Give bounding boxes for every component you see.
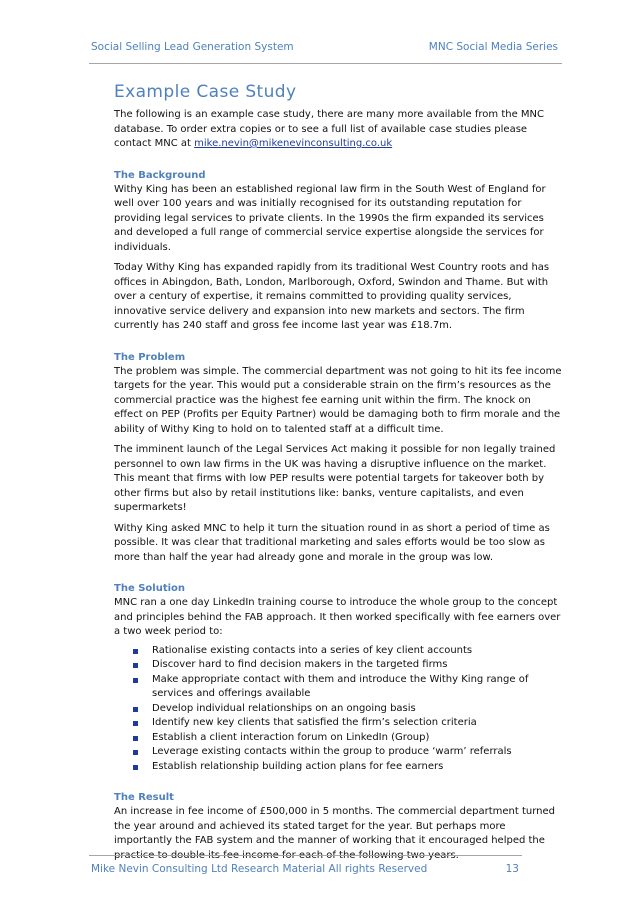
list-item-text: Discover hard to find decision makers in the targeted firms bbox=[152, 659, 448, 670]
problem-heading: The Problem bbox=[114, 351, 186, 363]
document-body bbox=[114, 82, 562, 863]
list-item bbox=[114, 745, 562, 760]
solution-paragraph-1: MNC ran a one day LinkedIn training course to introduce the whole group to the concept and principles behind the FAB approach. It then worked specifically with fee earners over a two week period to: bbox=[114, 597, 561, 637]
solution-bullet-list bbox=[114, 644, 562, 775]
bullet-square-icon bbox=[133, 721, 138, 726]
list-item-text: Leverage existing contacts within the group to produce ‘warm’ referrals bbox=[152, 746, 512, 757]
list-item bbox=[114, 673, 562, 702]
list-item-text: Rationalise existing contacts into a series of key client accounts bbox=[152, 644, 473, 656]
contact-email-link[interactable]: mike.nevin@mikenevinconsulting.co.uk bbox=[194, 138, 393, 149]
list-item bbox=[114, 702, 562, 717]
list-item-text: Establish a client interaction forum on LinkedIn (Group) bbox=[152, 731, 430, 743]
problem-paragraph-3: Withy King asked MNC to help it turn the situation round in as short a period of time as possible. It was clear that traditional marketing and sales efforts would be too slow as more than half the year had already gone and morale in the group was low. bbox=[114, 522, 550, 563]
list-item bbox=[114, 644, 562, 659]
header-right: MNC Social Media Series bbox=[428, 41, 558, 53]
solution-heading: The Solution bbox=[114, 583, 186, 594]
bullet-square-icon bbox=[133, 663, 138, 668]
problem-paragraph-1: The problem was simple. The commercial department was not going to hit its fee income targets for the year. This would put a considerable strain on the firm’s resources as the commercial practice was the highest fee earning unit within the firm. The knock on effect on PEP (Profits per Equity Partner) would be damaging both to firm morale and the ability of Withy King to hold on to talented staff at a difficult time. bbox=[114, 365, 562, 435]
background-heading: The Background bbox=[114, 169, 206, 181]
header-divider bbox=[89, 63, 562, 64]
footer-copyright: Mike Nevin Consulting Ltd Research Material All rights Reserved bbox=[91, 863, 428, 875]
bullet-square-icon bbox=[133, 649, 138, 654]
section-problem bbox=[114, 351, 562, 566]
bullet-square-icon bbox=[133, 678, 138, 683]
background-paragraph-1: Withy King has been an established regional law firm in the South West of England for well over 100 years and was initially recognised for its outstanding reputation for providing legal services to private clients. In the 1990s the firm expanded its services and developed a full range of commercial service expertise alongside the services for individuals. bbox=[114, 183, 546, 253]
intro-text: The following is an example case study, there are many more available from the MNC database. To order extra copies or to see a full list of available case studies please contact MNC at bbox=[114, 109, 545, 149]
bullet-square-icon bbox=[133, 765, 138, 770]
page-number: 13 bbox=[505, 863, 519, 875]
bullet-square-icon bbox=[133, 707, 138, 712]
problem-paragraph-2a: The imminent launch of the Legal Services Act making it possible for non legally trained personnel to own law firms in the UK was having a disruptive influence on the market. bbox=[114, 444, 556, 470]
result-heading: The Result bbox=[114, 792, 174, 803]
bullet-square-icon bbox=[133, 736, 138, 741]
result-paragraph-1: An increase in fee income of £500,000 in 5 months. The commercial department turned the year around and achieved its stated target for the year. But perhaps more importantly the FAB system and the manner of working that it encouraged helped the practice to double its fee income for each of the following two years. bbox=[114, 806, 556, 861]
background-paragraph-2: Today Withy King has expanded rapidly from its traditional West Country roots and has offices in Abingdon, Bath, London, Marlborough, Oxford, Swindon and Thame. But with over a century of expertise, it remains committed to providing quality services, innovative service delivery and expansion into new markets and sectors. The firm currently has 240 staff and gross fee income last year was £18.7m. bbox=[114, 262, 550, 331]
list-item bbox=[114, 760, 562, 775]
page-footer bbox=[91, 863, 519, 875]
list-item-text: Develop individual relationships on an ongoing basis bbox=[152, 702, 416, 714]
problem-paragraph-2b: This meant that firms with low PEP results were potential targets for takeover both by other firms but also by retail institutions like: banks, venture capitalists, and even supermarkets! bbox=[114, 473, 545, 513]
section-result bbox=[114, 791, 562, 863]
list-item bbox=[114, 716, 562, 731]
list-item-text: Establish relationship building action plans for fee earners bbox=[152, 760, 444, 772]
footer-divider bbox=[89, 855, 522, 856]
list-item-text: Identify new key clients that satisfied the firm’s selection criteria bbox=[152, 717, 477, 728]
page-header bbox=[91, 41, 558, 53]
list-item-text: Make appropriate contact with them and introduce the Withy King range of services and offerings available bbox=[152, 673, 529, 699]
bullet-square-icon bbox=[133, 750, 138, 755]
list-item bbox=[114, 658, 562, 673]
section-background bbox=[114, 169, 562, 334]
header-left: Social Selling Lead Generation System bbox=[91, 41, 294, 53]
page-title: Example Case Study bbox=[114, 82, 297, 102]
section-solution bbox=[114, 582, 562, 774]
intro-paragraph bbox=[114, 108, 562, 152]
list-item bbox=[114, 731, 562, 746]
